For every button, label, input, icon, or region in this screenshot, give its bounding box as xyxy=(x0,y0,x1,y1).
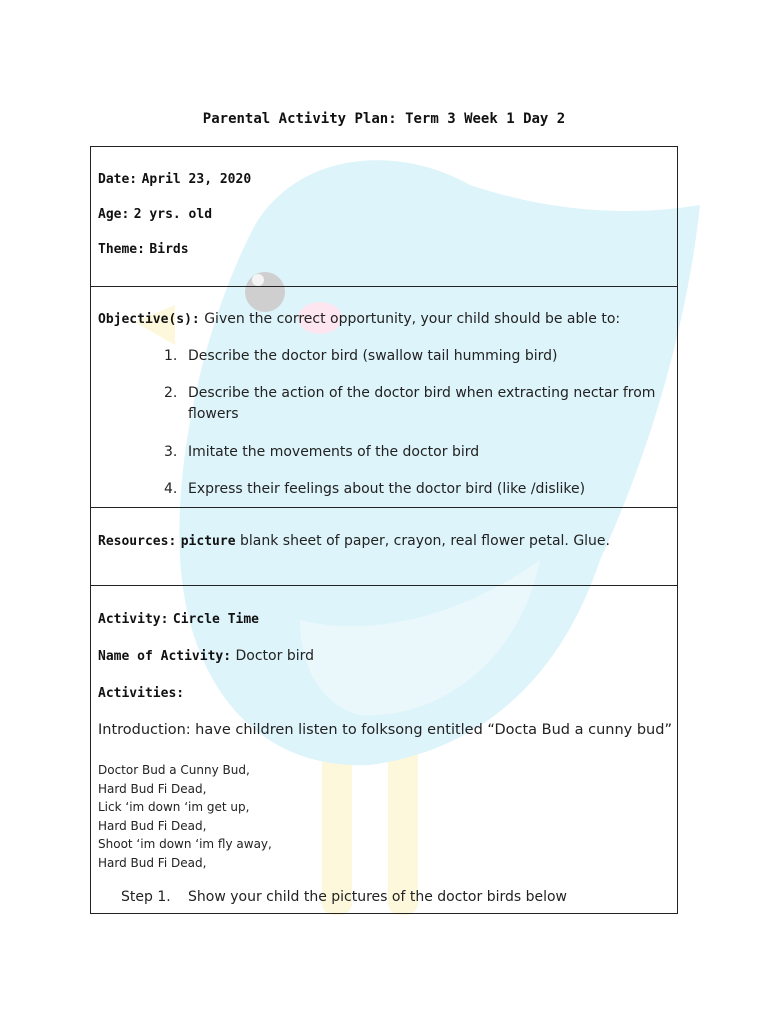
page-title: Parental Activity Plan: Term 3 Week 1 Day 2 xyxy=(202,111,566,127)
objectives-header xyxy=(98,311,620,327)
activity-label: Activity: xyxy=(98,612,169,627)
activity-name-value: Doctor bird xyxy=(235,648,314,664)
date-label: Date: xyxy=(98,172,138,187)
folksong-lyrics xyxy=(98,761,272,873)
step-text: Show your child the pictures of the doctor birds below xyxy=(188,889,568,905)
resources-bold-value: picture xyxy=(180,534,236,549)
age-label: Age: xyxy=(98,207,130,222)
activity-value: Circle Time xyxy=(172,612,259,627)
activities-heading-row xyxy=(98,685,184,701)
activities-label: Activities: xyxy=(98,686,185,701)
activity-name-label: Name of Activity: xyxy=(98,649,232,664)
theme-row xyxy=(98,241,189,257)
introduction-row xyxy=(98,722,672,738)
date-value: April 23, 2020 xyxy=(141,172,252,187)
activity-row xyxy=(98,611,259,627)
objectives-intro: Given the correct opportunity, your child should be able to: xyxy=(204,311,621,327)
introduction-text: have children listen to folksong entitled “Docta Bud a cunny bud” xyxy=(195,722,672,738)
objectives-section: Objective(s): Given the correct opportunity, your child should be able to: 1. Describe the doctor bird (swallow tail humming bird) 2. Describe the action of the doctor bird when extracting nectar from flowers 3. Imitate the movements of the doctor bird 4. Express their feelings about the doctor bird (like /dislike) xyxy=(91,287,677,508)
info-section xyxy=(91,147,677,287)
age-row xyxy=(98,206,212,222)
song-line: Shoot ‘im down ‘im fly away, xyxy=(98,837,272,852)
song-line: Lick ‘im down ‘im get up, xyxy=(98,800,250,815)
resources-text: blank sheet of paper, crayon, real flower petal. Glue. xyxy=(239,533,610,549)
resources-section xyxy=(91,508,677,586)
step-label: Step 1. xyxy=(121,889,171,905)
objectives-label: Objective(s): xyxy=(98,312,200,327)
introduction-label: Introduction: xyxy=(98,722,191,738)
activity-plan-table xyxy=(90,146,678,914)
age-value: 2 yrs. old xyxy=(133,207,213,222)
theme-value: Birds xyxy=(149,242,189,257)
song-line: Doctor Bud a Cunny Bud, xyxy=(98,763,250,777)
activity-name-row xyxy=(98,648,314,664)
resources-label: Resources: xyxy=(98,534,177,549)
activity-section xyxy=(91,586,677,913)
theme-label: Theme: xyxy=(98,242,145,257)
song-line: Hard Bud Fi Dead, xyxy=(98,781,207,796)
date-row xyxy=(98,171,251,187)
song-line: Hard Bud Fi Dead, xyxy=(98,818,207,833)
resources-row xyxy=(98,533,610,549)
song-line: Hard Bud Fi Dead, xyxy=(98,855,207,870)
